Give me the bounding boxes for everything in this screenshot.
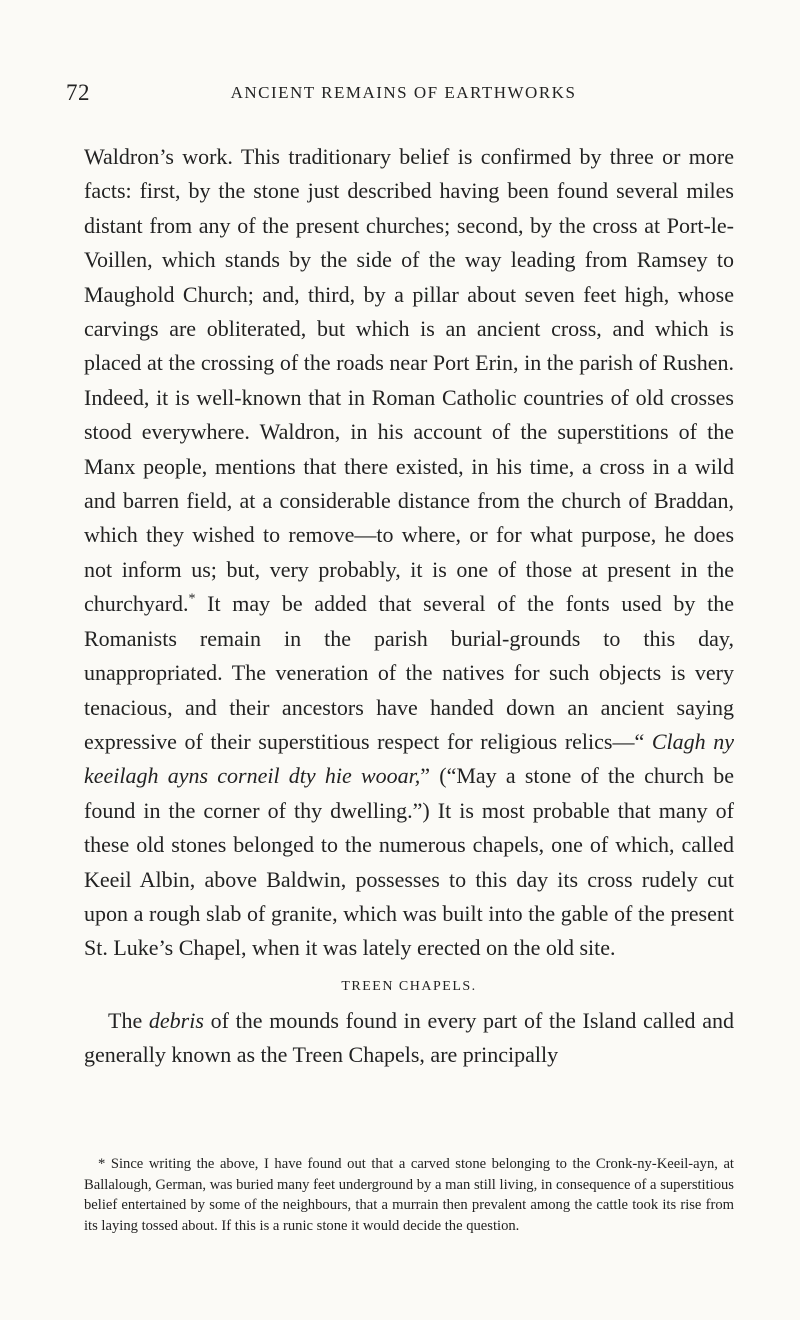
paragraph-1-part-1: Waldron’s work. This traditionary belief is confirmed by three or more facts: first, by the stone just described having been found several miles distant from any of the present churches; second, by the cross at Port-le-Voillen, which stands by the side of the way leading from Ramsey to Maughold Church; and, third, by a pillar about seven feet high, whose carvings are obliterated, but which is an ancient cross, and which is placed at the crossing of the roads near Port Erin, in the parish of Rushen. Indeed, it is well-known that in Roman Catholic countries of old crosses stood everywhere. Waldron, in his account of the superstitions of the Manx people, mentions that there existed, in his time, a cross in a wild and barren field, at a considerable distance from the church of Braddan, which they wished to remove—to where, or for what purpose, he does not inform us; but, very probably, it is one of those at present in the churchyard. (84, 144, 734, 617)
footnote: * Since writing the above, I have found out that a carved stone belonging to the Cronk-ny-Keeil-ayn, at Ballalough, German, was buried many feet underground by a man still living, in consequence of a superstitious belief entertained by some of the neighbours, that a murrain then prevalent among the cattle took its rise from its laying tossed about. If this is a runic stone it would decide the question. (84, 1156, 734, 1234)
debris-word: debris (148, 1007, 204, 1033)
paragraph-1-part-3: ” (“May a stone of the church be found in the corner of thy dwelling.”) It is most probable that many of these old stones belonged to the numerous chapels, one of which, called Keeil Albin, above Baldwin, possesses to this day its cross rudely cut upon a rough slab of granite, which was built into the gable of the present St. Luke’s Chapel, when it was lately erected on the old site. (84, 763, 734, 961)
paragraph-1 (84, 140, 734, 966)
paragraph-2-start: The (108, 1007, 149, 1033)
manx-saying: Clagh ny keeilagh ayns corneil dty hie wooar, (84, 728, 734, 789)
page-number: 72 (66, 80, 90, 105)
section-heading: TREEN CHAPELS. (341, 978, 477, 994)
page-header (66, 80, 741, 114)
body-text (84, 140, 734, 1073)
paragraph-1-part-2: It may be added that several of the fonts used by the Romanists remain in the parish burial-grounds to this day, unappropriated. The veneration of the natives for such objects is very tenacious, and their ancestors have handed down an ancient saying expressive of their superstitious respect for religious relics—“ (84, 591, 734, 754)
footnote-mark: * (188, 591, 196, 607)
running-head: ANCIENT REMAINS OF EARTHWORKS (230, 83, 577, 102)
paragraph-2 (84, 1004, 734, 1073)
paragraph-2-rest: of the mounds found in every part of the Island called and generally known as the Treen Chapels, are principally (84, 1007, 735, 1068)
